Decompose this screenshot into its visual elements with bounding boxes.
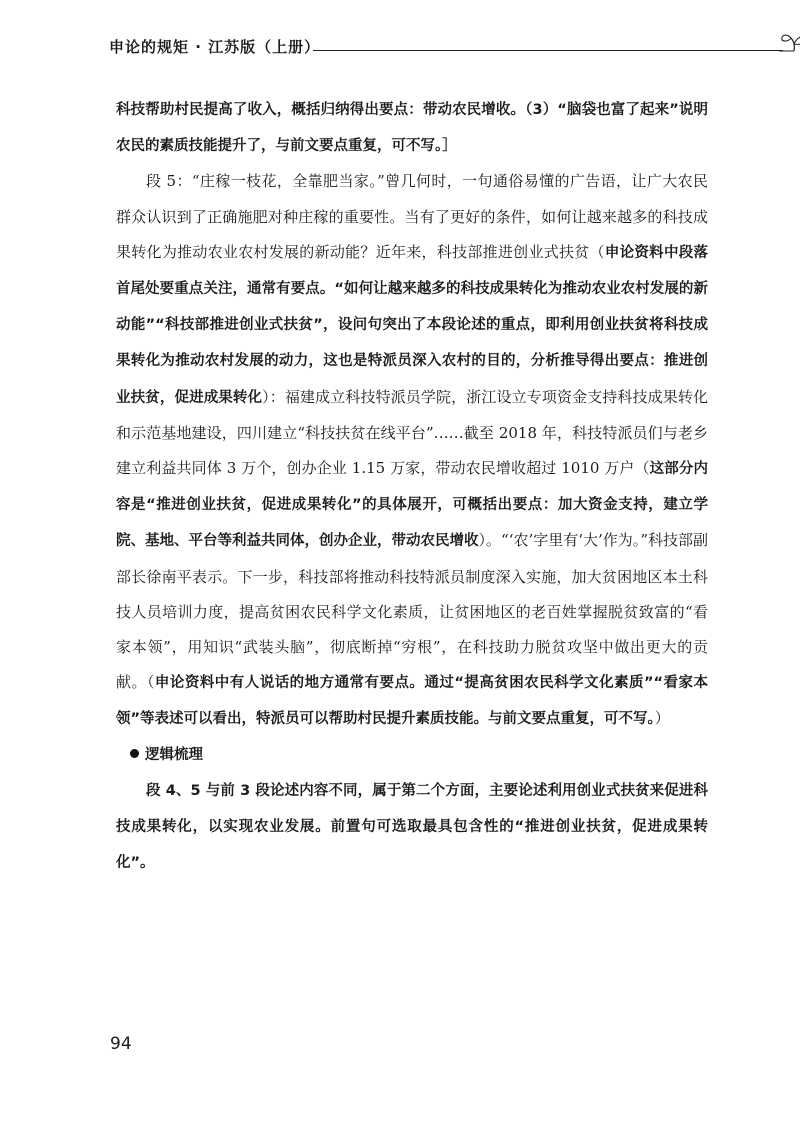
paragraph-continued [116, 92, 708, 164]
annotation-text: 段 4、5 与前 3 段论述内容不同，属于第二个方面，主要论述利用创业式扶贫来促进科技成果转化，以实现农业发展。前置句可选取最具包含性的“推进创业扶贫，促进成果转化”。 [116, 782, 708, 872]
annotation-text: 科技帮助村民提高了收入，概括归纳得出要点：带动农民增收。（3）“脑袋也富了起来”说明农民的素质技能提升了，与前文要点重复，可不写。］ [116, 102, 708, 155]
annotation-text: 这部分内容是“推进创业扶贫，促进成果转化”的具体展开，可概括出要点：加大资金支持，建立学院、基地、平台等利益共同体，创办企业，带动农民增收 [116, 461, 709, 550]
body-text: ） [654, 709, 670, 728]
header-rule [313, 50, 783, 51]
annotation-text: 申论资料中段落首尾处要重点关注，通常有要点。“如何让越来越多的科技成果转化为推动农业农村发展的新动能”“科技部推进创业式扶贫”，设问句突出了本段论述的重点，即利用创业扶贫将科技成果转化为推动农村发展的动力，这也是特派员深入农村的目的，分析推导得出要点：推进创业扶贫，促进成果转化 [116, 244, 708, 406]
header-title: 申论的规矩 · 江苏版（上册） [109, 38, 321, 56]
section-heading [116, 738, 708, 773]
body-text: 段 5：“庄稼一枝花，全靠肥当家。”曾几何时，一句通俗易懂的广告语，让广大农民群众认识到了正确施肥对种庄稼的重要性。当有了更好的条件，如何让越来越多的科技成果转化为推动农业农村发展的新动能？近年来，科技部推进创业式扶贫（ [116, 172, 708, 261]
body-text: ）：福建成立科技特派员学院，浙江设立专项资金支持科技成果转化和示范基地建设，四川建立“科技扶贫在线平台”……截至 2018 年，科技特派员们与老乡建立利益共同体 3 万个，创办企业 1.15 万家，带动农民增收超过 1010 万户（ [116, 387, 708, 478]
body-text: ）。“‘农’字里有‘大’作为。”科技部副部长徐南平表示。下一步，科技部将推动科技特派员制度深入实施，加大贫困地区本土科技人员培训力度，提高贫困农民科学文化素质，让贫困地区的老百姓掌握脱贫致富的“看家本领”，用知识“武装头脑”，彻底断掉“穷根”，在科技助力脱贫攻坚中做出更大的贡献。（ [116, 531, 708, 692]
running-header [109, 30, 709, 60]
page-body [116, 92, 708, 881]
annotation-text: 申论资料中有人说话的地方通常有要点。通过“提高贫困农民科学文化素质”“看家本领”等表述可以看出，特派员可以帮助村民提升素质技能。与前文要点重复，可不写。 [116, 675, 708, 728]
page-number: 94 [110, 1034, 132, 1054]
section-heading-text: 逻辑梳理 [145, 746, 203, 763]
paragraph-logic-summary [116, 773, 708, 882]
paragraph-section-5 [116, 164, 708, 737]
bullet-dot-icon [130, 749, 139, 758]
sprout-icon [777, 30, 800, 56]
